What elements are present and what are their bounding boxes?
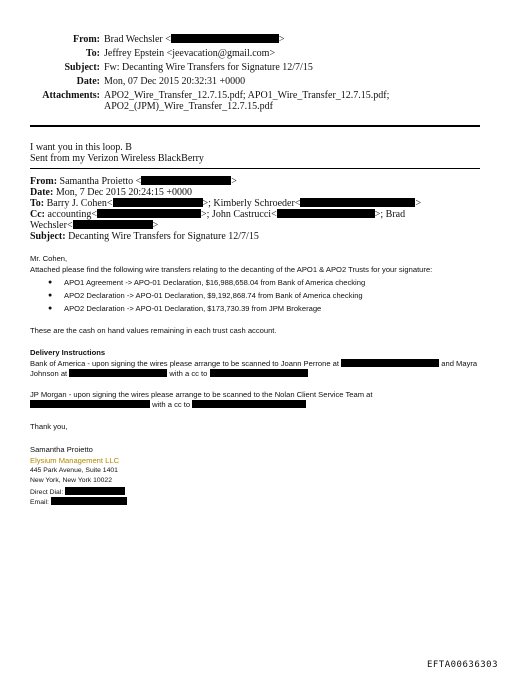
jpm-text: JP Morgan - upon signing the wires please arrange to be scanned to the Nolan Client Service Team at bbox=[30, 390, 373, 399]
redaction-box bbox=[97, 209, 201, 218]
fwd-to-close: > bbox=[415, 198, 422, 209]
fwd-date-value: Mon, 7 Dec 2015 20:24:15 +0000 bbox=[55, 187, 193, 198]
redaction-box bbox=[341, 359, 439, 367]
date-value: Mon, 07 Dec 2015 20:32:31 +0000 bbox=[104, 76, 246, 87]
date-label: Date: bbox=[76, 76, 100, 87]
redaction-box bbox=[171, 34, 279, 43]
to-value[interactable]: Jeffrey Epstein <jeevacation@gmail.com> bbox=[104, 48, 276, 59]
signature-email bbox=[30, 497, 127, 508]
redaction-box bbox=[69, 369, 167, 377]
greeting: Mr. Cohen, bbox=[30, 254, 68, 263]
direct-dial-label: Direct Dial: bbox=[30, 489, 64, 496]
redaction-box bbox=[51, 497, 127, 505]
from-close: > bbox=[278, 34, 285, 45]
jpm-cc-text: with a cc to bbox=[152, 400, 191, 409]
document-id: EFTA00636303 bbox=[426, 660, 498, 670]
fwd-from-close: > bbox=[231, 176, 237, 187]
signature-company: Elysium Management LLC bbox=[30, 456, 120, 465]
bullet-icon: ● bbox=[48, 305, 53, 312]
redaction-box bbox=[277, 209, 375, 218]
to-label: To: bbox=[85, 48, 100, 59]
email-label: Email: bbox=[30, 499, 49, 506]
subject-label: Subject: bbox=[64, 62, 100, 73]
boa-cc-text: with a cc to bbox=[169, 369, 208, 378]
from-label: From: bbox=[72, 34, 100, 45]
redaction-box bbox=[30, 400, 150, 408]
redaction-box bbox=[65, 487, 125, 495]
bullet-item: APO2 Declaration -> APO-01 Declaration, $173,730.39 from JPM Brokerage bbox=[64, 304, 322, 313]
fwd-cc-tail: >; Brad bbox=[374, 209, 406, 220]
boa-line-2 bbox=[30, 369, 308, 379]
delivery-heading: Delivery Instructions bbox=[30, 348, 106, 357]
redaction-box bbox=[210, 369, 308, 377]
fwd-from-value: Samantha Proietto < bbox=[59, 176, 142, 187]
attachments-label: Attachments: bbox=[42, 90, 100, 101]
from-value: Brad Wechsler < bbox=[104, 34, 171, 45]
redaction-box bbox=[73, 220, 153, 229]
fwd-cc-value: accounting< bbox=[47, 209, 98, 220]
forward-divider bbox=[30, 168, 480, 169]
fwd-to-mid: >; Kimberly Schroeder< bbox=[202, 198, 301, 209]
boa-line-1 bbox=[30, 359, 477, 369]
thanks: Thank you, bbox=[30, 422, 68, 431]
fwd-subject-row bbox=[30, 231, 259, 243]
signature-name: Samantha Proietto bbox=[30, 445, 93, 454]
fwd-cc-close: > bbox=[152, 220, 159, 231]
redaction-box bbox=[192, 400, 306, 408]
fwd-cc-line2: Wechsler< bbox=[30, 220, 73, 231]
fwd-to-value: Barry J. Cohen< bbox=[46, 198, 113, 209]
fwd-to-label: To: bbox=[30, 198, 45, 209]
boa-text: Bank of America - upon signing the wires please arrange to be scanned to Joann Perrone at bbox=[30, 359, 340, 368]
attachment-line-2[interactable]: APO2_(JPM)_Wire_Transfer_12.7.15.pdf bbox=[104, 101, 273, 112]
redaction-box bbox=[113, 198, 203, 207]
redaction-box bbox=[141, 176, 231, 185]
fwd-cc-mid: >; John Castrucci< bbox=[201, 209, 277, 220]
bullet-icon: ● bbox=[48, 292, 53, 299]
intro-text: Attached please find the following wire transfers relating to the decanting of the APO1 & APO2 Trusts for your signature: bbox=[30, 265, 433, 274]
bullet-icon: ● bbox=[48, 279, 53, 286]
jpm-line-2 bbox=[30, 400, 306, 410]
fwd-from-label: From: bbox=[30, 176, 58, 187]
cash-note: These are the cash on hand values remaining in each trust cash account. bbox=[30, 326, 277, 335]
signature-address-2: New York, New York 10022 bbox=[30, 477, 112, 484]
reply-line-2: Sent from my Verizon Wireless BlackBerry bbox=[30, 153, 204, 164]
bullet-item: APO2 Declaration -> APO-01 Declaration, $9,192,868.74 from Bank of America checking bbox=[64, 291, 363, 300]
fwd-subject-label: Subject: bbox=[30, 231, 66, 242]
redaction-box bbox=[300, 198, 415, 207]
header-divider bbox=[30, 125, 480, 127]
boa-tail: and Mayra bbox=[441, 359, 478, 368]
fwd-cc-label: Cc: bbox=[30, 209, 45, 220]
signature-address-1: 445 Park Avenue, Suite 1401 bbox=[30, 467, 118, 474]
jpm-line-1 bbox=[30, 390, 372, 400]
fwd-subject-value: Decanting Wire Transfers for Signature 12/7/15 bbox=[68, 231, 259, 242]
fwd-date-label: Date: bbox=[30, 187, 54, 198]
reply-line-1: I want you in this loop. B bbox=[30, 142, 132, 153]
subject-value: Fw: Decanting Wire Transfers for Signature 12/7/15 bbox=[104, 62, 313, 73]
boa-line2-text: Johnson at bbox=[30, 369, 68, 378]
bullet-item: APO1 Agreement -> APO-01 Declaration, $16,988,658.04 from Bank of America checking bbox=[64, 278, 366, 287]
attachment-line-1[interactable]: APO2_Wire_Transfer_12.7.15.pdf; APO1_Wire_Transfer_12.7.15.pdf; bbox=[104, 90, 390, 101]
